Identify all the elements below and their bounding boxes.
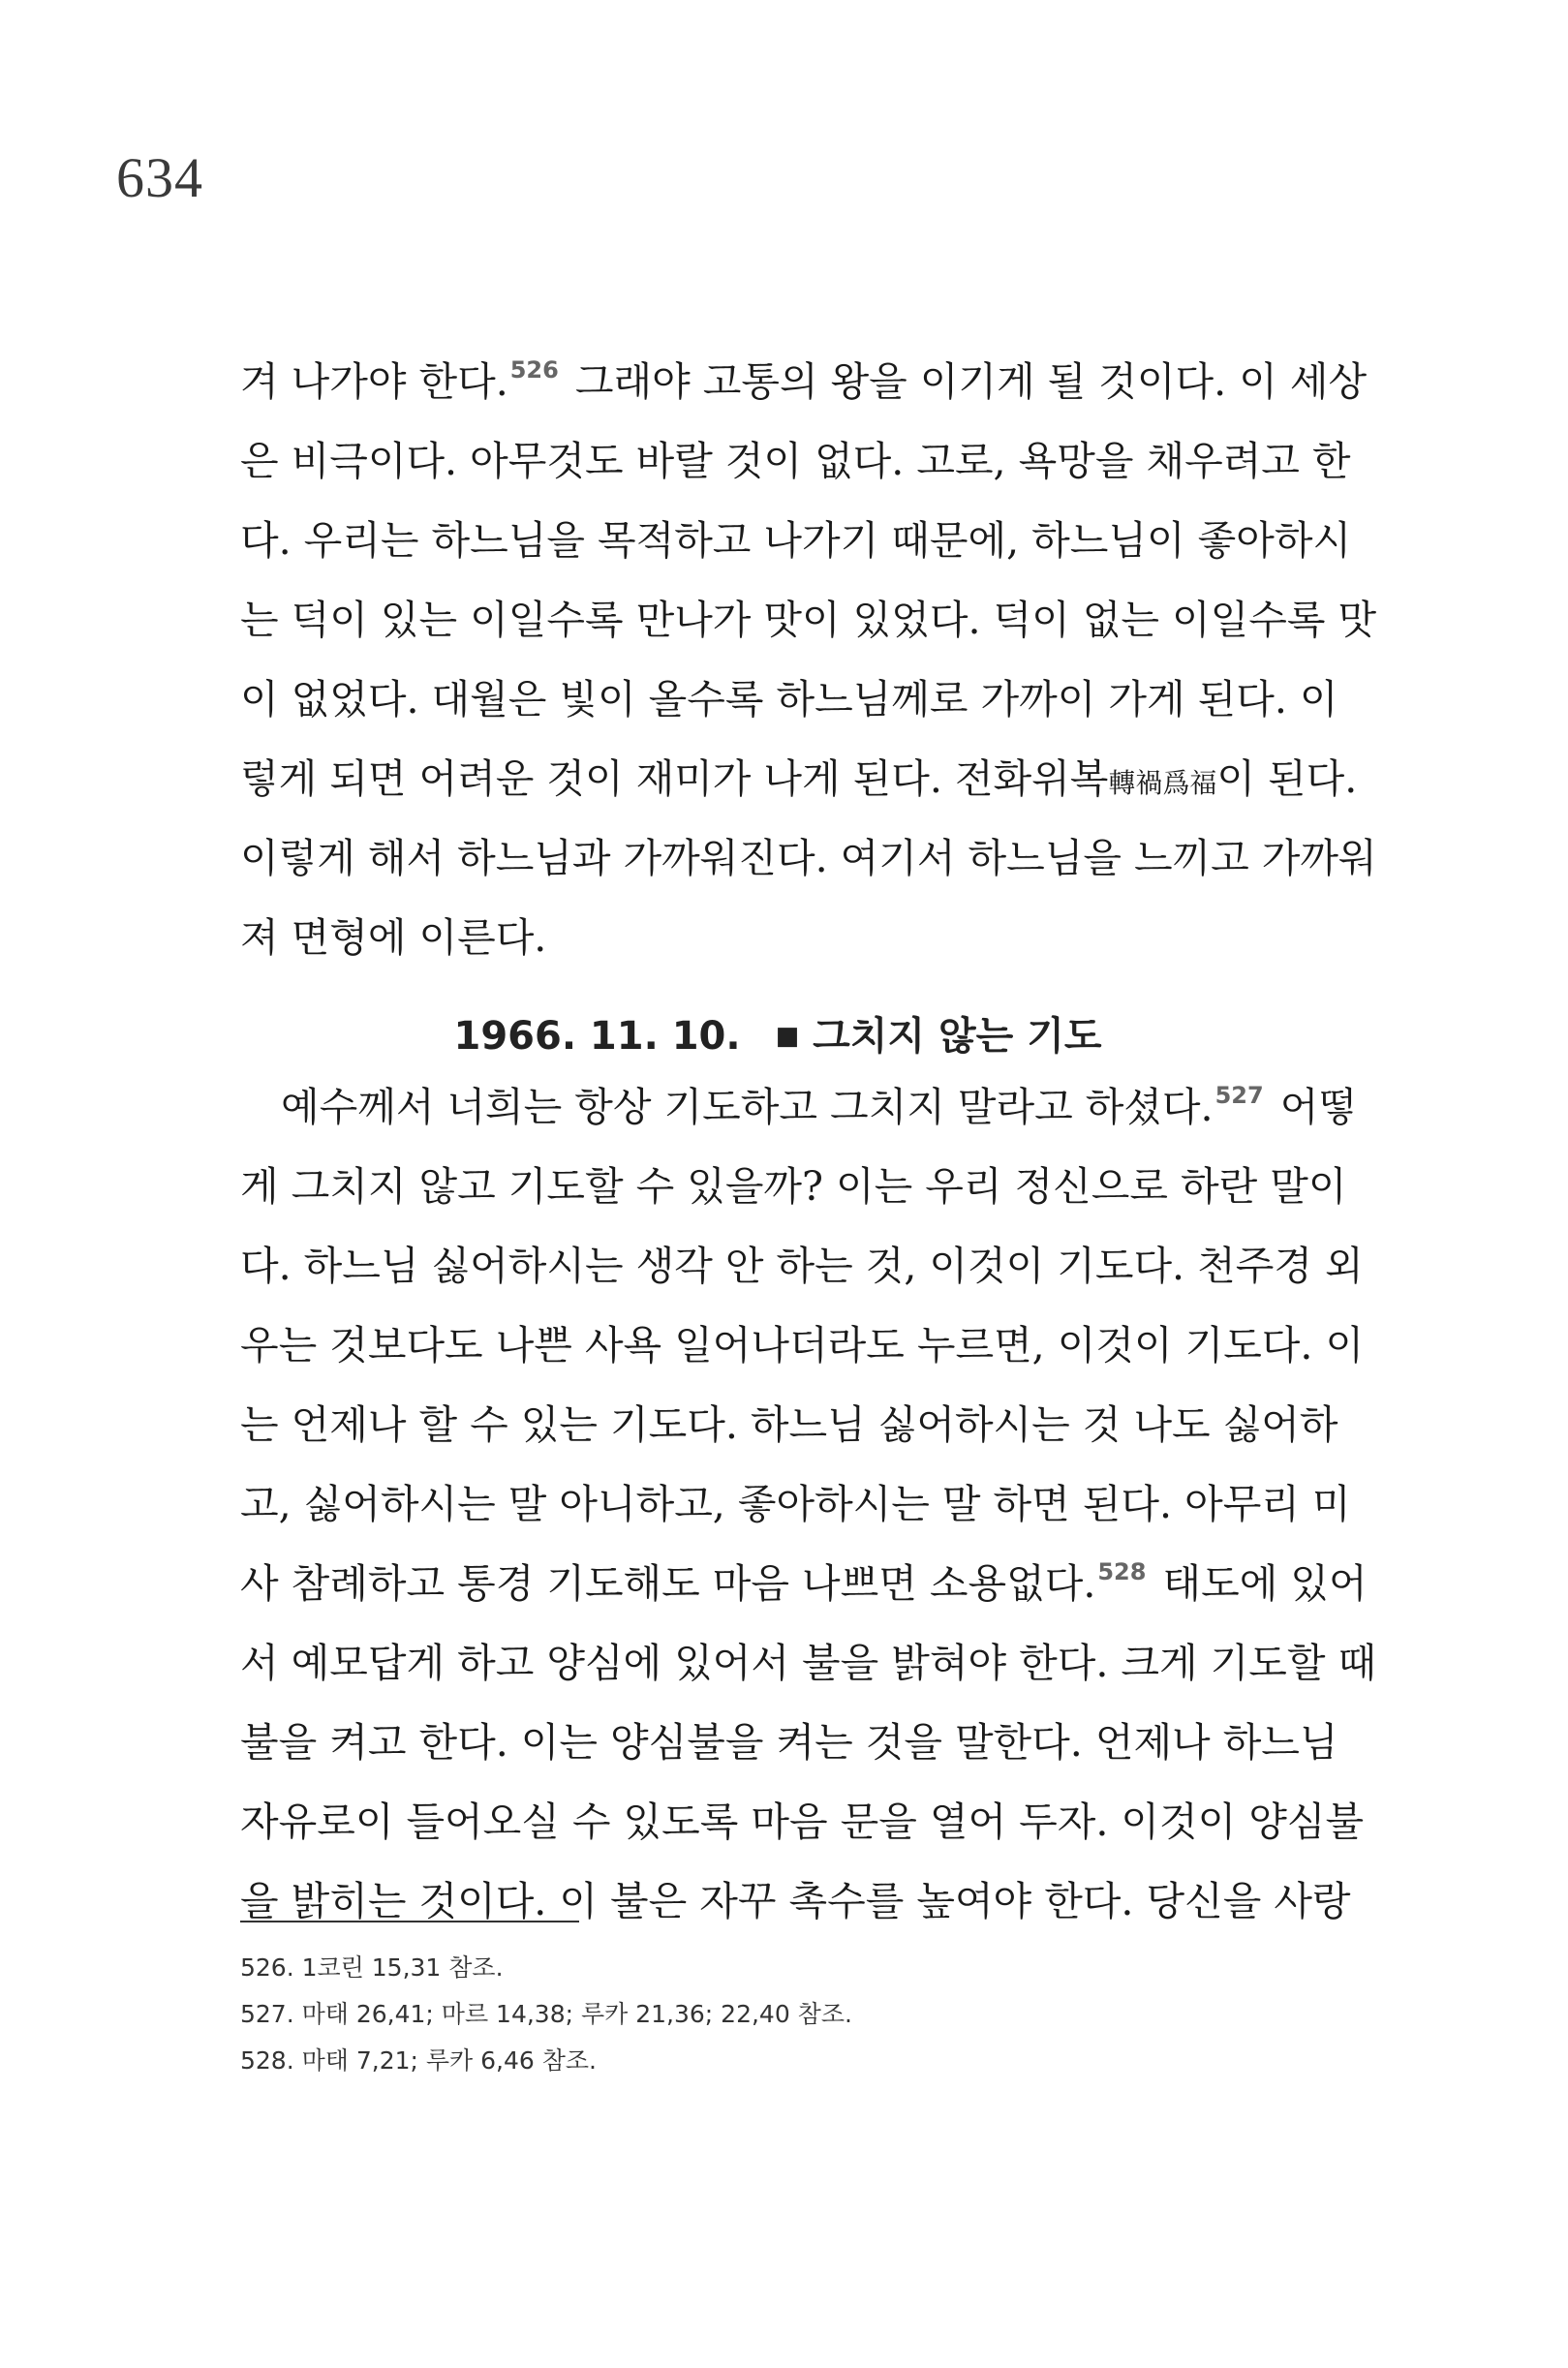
heading-title: 그치지 않는 기도 [813, 1014, 1102, 1059]
hanja-text: 轉禍爲福 [1108, 767, 1217, 799]
text-line: 이렇게 해서 하느님과 가까워진다. 여기서 하느님을 느끼고 가까워 [240, 835, 1377, 881]
text-line: 사 참례하고 통경 기도해도 마음 나쁘면 소용없다.$^{528}$ 태도에 있어 [240, 1558, 1368, 1607]
text-line: 이 없었다. 대월은 빛이 올수록 하느님께로 가까이 가게 된다. 이 [240, 676, 1338, 723]
section-heading [240, 998, 1315, 1075]
text-line: 다. 하느님 싫어하시는 생각 안 하는 것, 이것이 기도다. 천주경 외 [240, 1243, 1364, 1289]
page-number: 634 [116, 146, 203, 209]
text-line: 예수께서 너희는 항상 기도하고 그치지 말라고 하셨다.$^{527}$ 어떻 [281, 1082, 1357, 1130]
paragraph-main [240, 1067, 1377, 1941]
footnote-528: 528. 마태 7,21; 루카 6,46 참조. [240, 2046, 597, 2075]
text-line: 은 비극이다. 아무것도 바랄 것이 없다. 고로, 욕망을 채우려고 한 [240, 438, 1351, 484]
footnote-divider [240, 1921, 579, 1922]
text-line: 겨 나가야 한다.$^{526}$ 그래야 고통의 왕을 이기게 될 것이다. 이 세상 [240, 356, 1368, 405]
text-line: 우는 것보다도 나쁜 사욕 일어나더라도 누르면, 이것이 기도다. 이 [240, 1322, 1365, 1369]
text-line: 는 언제나 할 수 있는 기도다. 하느님 싫어하시는 것 나도 싫어하 [240, 1401, 1338, 1448]
text-line: 렇게 되면 어려운 것이 재미가 나게 된다. 전화위복轉禍爲福이 된다. [240, 755, 1358, 802]
footnotes [240, 1945, 852, 2084]
text-line: 을 밝히는 것이다. 이 불은 자꾸 촉수를 높여야 한다. 당신을 사랑 [240, 1878, 1351, 1924]
text-line: 서 예모답게 하고 양심에 있어서 불을 밝혀야 한다. 크게 기도할 때 [240, 1640, 1377, 1686]
text-line: 져 면형에 이른다. [240, 914, 547, 961]
paragraph-continued [240, 342, 1377, 977]
footnote-526: 526. 1코린 15,31 참조. [240, 1953, 504, 1982]
text-line: 는 덕이 있는 이일수록 만나가 맛이 있었다. 덕이 없는 이일수록 맛 [240, 597, 1377, 643]
square-bullet-icon: ■ [775, 1022, 800, 1051]
footnote-ref-527[interactable]: 527 [1214, 1082, 1264, 1109]
text-line: 불을 켜고 한다. 이는 양심불을 켜는 것을 말한다. 언제나 하느님 [240, 1719, 1338, 1766]
text-line: 다. 우리는 하느님을 목적하고 나가기 때문에, 하느님이 좋아하시 [240, 517, 1352, 564]
text-line: 자유로이 들어오실 수 있도록 마음 문을 열어 두자. 이것이 양심불 [240, 1799, 1365, 1845]
footnote-ref-526[interactable]: 526 [509, 356, 559, 384]
footnote-ref-528[interactable]: 528 [1097, 1558, 1147, 1585]
text-line: 고, 싫어하시는 말 아니하고, 좋아하시는 말 하면 된다. 아무리 미 [240, 1481, 1351, 1527]
footnote-527: 527. 마태 26,41; 마르 14,38; 루카 21,36; 22,40 참조. [240, 2000, 852, 2028]
heading-date: 1966. 11. 10. [453, 1014, 741, 1059]
text-line: 게 그치지 않고 기도할 수 있을까? 이는 우리 정신으로 하란 말이 [240, 1163, 1347, 1210]
